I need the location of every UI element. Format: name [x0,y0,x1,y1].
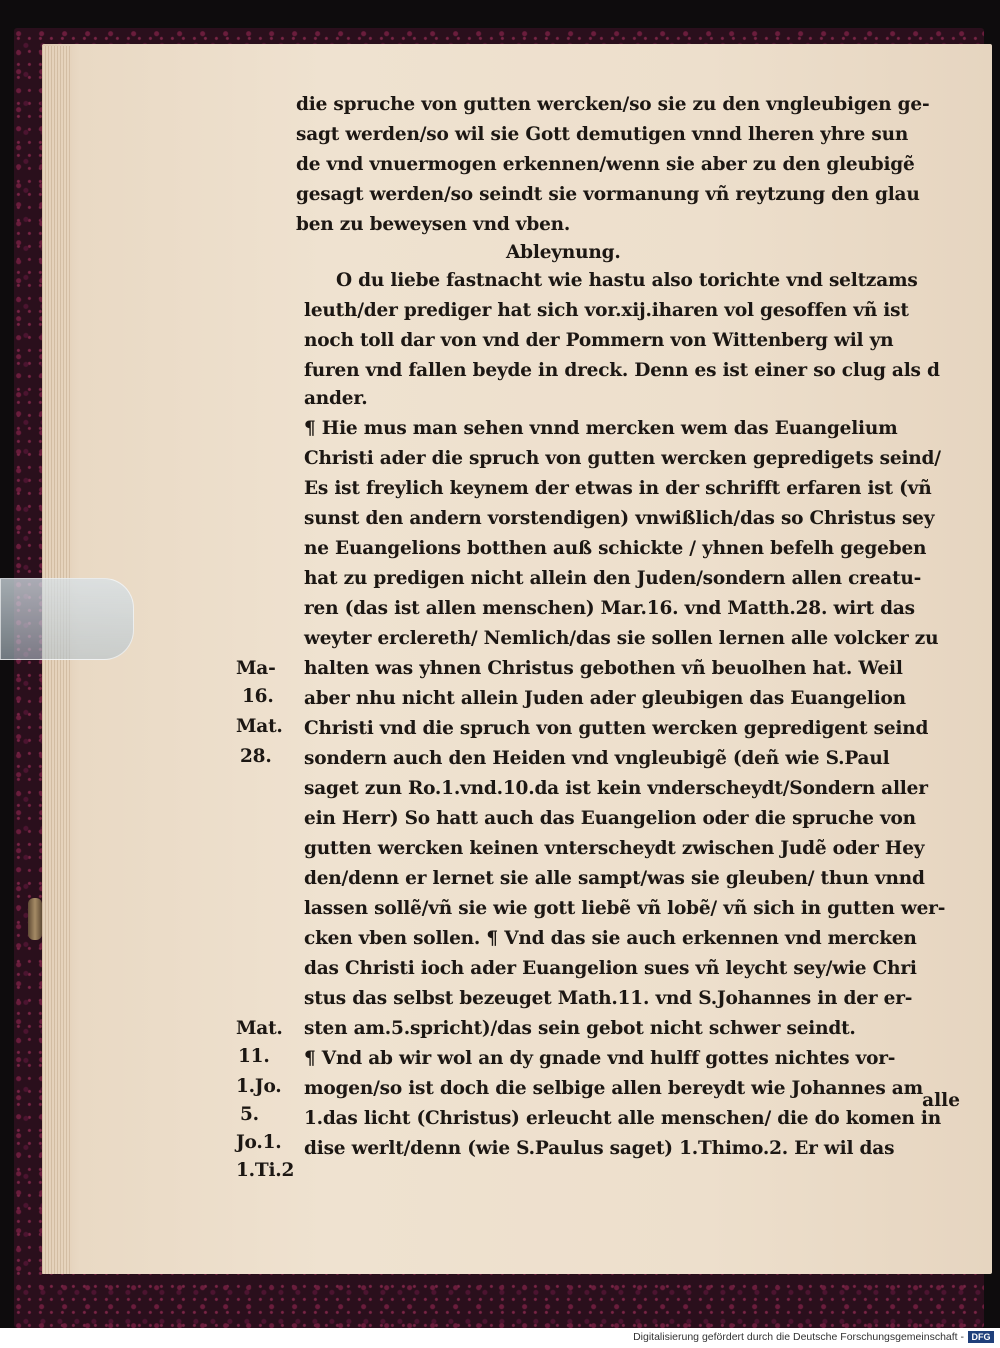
text-line: das Christi ioch ader Euangelion sues vñ leycht sey/wie Chri [304,958,917,979]
text-line: furen vnd fallen beyde in dreck. Denn es ist einer so clug als d [304,360,940,381]
margin-note: 1.Jo. [236,1076,282,1097]
catchword: alle [922,1090,960,1111]
margin-note: 11. [238,1046,270,1067]
text-line: sondern auch den Heiden vnd vngleubigẽ (deñ wie S.Paul [304,748,890,769]
text-line: den/denn er lernet sie alle sampt/was sie gleuben/ thun vnnd [304,868,925,889]
text-line: halten was yhnen Christus gebothen vñ beuolhen hat. Weil [304,658,903,679]
text-line: ne Euangelions botthen auß schickte / yhnen befelh gegeben [304,538,927,559]
text-line: Christi ader die spruch von gutten wercken gepredigets seind/ [304,448,941,469]
page-edges [42,46,72,1274]
text-line: sunst den andern vorstendigen) vnwißlich/das so Christus sey [304,508,935,529]
margin-note: Mat. [236,716,283,737]
text-line: Es ist freylich keynem der etwas in der schrifft erfaren ist (vñ [304,478,932,499]
text-line: ¶ Vnd ab wir wol an dy gnade vnd hulff gottes nichtes vor- [304,1048,896,1069]
text-line: Christi vnd die spruch von gutten wercken gepredigent seind [304,718,929,739]
text-line: lassen sollẽ/vñ sie wie gott liebẽ vñ lobẽ/ vñ sich in gutten wer- [304,898,946,919]
text-line: leuth/der prediger hat sich vor.xij.iharen vol gesoffen vñ ist [304,300,909,321]
text-line: die spruche von gutten wercken/so sie zu den vngleubigen ge- [296,94,930,115]
text-line: stus das selbst bezeuget Math.11. vnd S.Johannes in der er- [304,988,913,1009]
margin-note: Jo.1. [236,1132,282,1153]
dfg-logo-icon: DFG [968,1331,994,1343]
margin-note: Mat. [236,1018,283,1039]
text-line: saget zun Ro.1.vnd.10.da ist kein vnderscheydt/Sondern aller [304,778,928,799]
margin-note: 5. [240,1104,259,1125]
margin-note: 28. [240,746,272,767]
text-line: noch toll dar von vnd der Pommern von Wittenberg wil yn [304,330,894,351]
text-line: ander. [304,388,368,409]
text-line: dise werlt/denn (wie S.Paulus saget) 1.Thimo.2. Er wil das [304,1138,895,1159]
footer-credit: Digitalisierung gefördert durch die Deutsche Forschungsgemeinschaft - [633,1331,964,1343]
book-clasp [28,898,42,940]
bookmark-tab [0,578,134,660]
text-line: weyter erclereth/ Nemlich/das sie sollen lernen alle volcker zu [304,628,939,649]
text-line: gesagt werden/so seindt sie vormanung vñ reytzung den glau [296,184,920,205]
margin-note: 16. [242,686,274,707]
text-line: ¶ Hie mus man sehen vnnd mercken wem das Euangelium [304,418,898,439]
margin-note: 1.Ti.2 [236,1160,295,1181]
text-line: aber nhu nicht allein Juden ader gleubigen das Euangelion [304,688,906,709]
text-line: ein Herr) So hatt auch das Euangelion oder die spruche von [304,808,916,829]
text-line: O du liebe fastnacht wie hastu also torichte vnd seltzams [336,270,918,291]
text-line: sagt werden/so wil sie Gott demutigen vnnd lheren yhre sun [296,124,909,145]
text-line: ren (das ist allen menschen) Mar.16. vnd Matth.28. wirt das [304,598,915,619]
text-line: cken vben sollen. ¶ Vnd das sie auch erkennen vnd mercken [304,928,917,949]
section-heading: Ableynung. [506,242,621,263]
text-line: sten am.5.spricht)/das sein gebot nicht schwer seindt. [304,1018,856,1039]
text-line: ben zu beweysen vnd vben. [296,214,571,235]
text-line: hat zu predigen nicht allein den Juden/sondern allen creatu- [304,568,922,589]
text-line: 1.das licht (Christus) erleucht alle menschen/ die do komen in [304,1108,941,1129]
text-line: mogen/so ist doch die selbige allen bereydt wie Johannes am [304,1078,923,1099]
margin-note: Ma- [236,658,276,679]
text-line: de vnd vnuermogen erkennen/wenn sie aber zu den gleubigẽ [296,154,915,175]
text-line: gutten wercken keinen vnterscheydt zwischen Judẽ oder Hey [304,838,925,859]
